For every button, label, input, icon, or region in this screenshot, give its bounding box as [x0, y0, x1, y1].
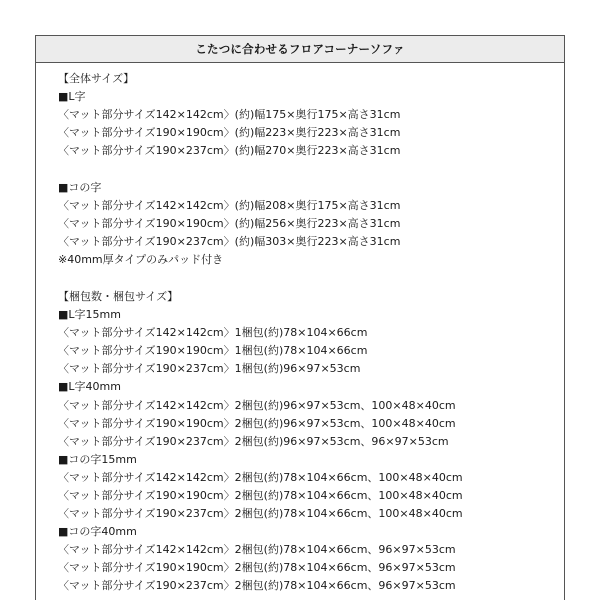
package-row: 〈マット部分サイズ142×142cm〉2梱包(約)78×104×66cm、96×97×53cm	[58, 543, 456, 557]
spec-content	[36, 63, 564, 596]
size-row: 〈マット部分サイズ142×142cm〉(約)幅208×奥行175×高さ31cm	[58, 199, 401, 213]
size-row: 〈マット部分サイズ190×237cm〉(約)幅303×奥行223×高さ31cm	[58, 235, 401, 249]
package-group-label: ■コの字40mm	[58, 525, 137, 539]
overall-size-heading: 【全体サイズ】	[58, 72, 135, 85]
package-group-label: ■コの字15mm	[58, 452, 137, 466]
spec-table	[35, 35, 565, 600]
l-shape-label: ■L字	[58, 90, 86, 104]
package-row: 〈マット部分サイズ190×190cm〉1梱包(約)78×104×66cm	[58, 344, 368, 358]
package-row: 〈マット部分サイズ190×237cm〉2梱包(約)78×104×66cm、96×97×53cm	[58, 579, 456, 593]
table-header	[36, 36, 564, 63]
package-row: 〈マット部分サイズ190×190cm〉2梱包(約)78×104×66cm、96×97×53cm	[58, 561, 456, 575]
package-row: 〈マット部分サイズ190×237cm〉1梱包(約)96×97×53cm	[58, 362, 361, 376]
package-group-label: ■L字15mm	[58, 308, 121, 322]
u-shape-label: ■コの字	[58, 180, 102, 194]
size-row: 〈マット部分サイズ142×142cm〉(約)幅175×奥行175×高さ31cm	[58, 108, 401, 122]
pad-note: ※40mm厚タイプのみパッド付き	[58, 253, 224, 267]
package-row: 〈マット部分サイズ190×190cm〉2梱包(約)78×104×66cm、100×48×40cm	[58, 488, 463, 502]
package-row: 〈マット部分サイズ142×142cm〉2梱包(約)96×97×53cm、100×48×40cm	[58, 398, 456, 412]
spacer	[58, 160, 564, 179]
package-row: 〈マット部分サイズ142×142cm〉2梱包(約)78×104×66cm、100×48×40cm	[58, 470, 463, 484]
package-row: 〈マット部分サイズ190×237cm〉2梱包(約)96×97×53cm、96×97×53cm	[58, 434, 449, 448]
package-row: 〈マット部分サイズ142×142cm〉1梱包(約)78×104×66cm	[58, 326, 368, 340]
size-row: 〈マット部分サイズ190×190cm〉(約)幅256×奥行223×高さ31cm	[58, 217, 401, 231]
packaging-heading: 【梱包数・梱包サイズ】	[58, 289, 179, 303]
size-row: 〈マット部分サイズ190×190cm〉(約)幅223×奥行223×高さ31cm	[58, 126, 401, 140]
package-row: 〈マット部分サイズ190×190cm〉2梱包(約)96×97×53cm、100×48×40cm	[58, 416, 456, 430]
package-row: 〈マット部分サイズ190×237cm〉2梱包(約)78×104×66cm、100×48×40cm	[58, 507, 463, 521]
page-title: こたつに合わせるフロアコーナーソファ	[195, 42, 405, 56]
package-group-label: ■L字40mm	[58, 380, 121, 394]
size-row: 〈マット部分サイズ190×237cm〉(約)幅270×奥行223×高さ31cm	[58, 144, 401, 158]
spacer	[58, 269, 564, 288]
